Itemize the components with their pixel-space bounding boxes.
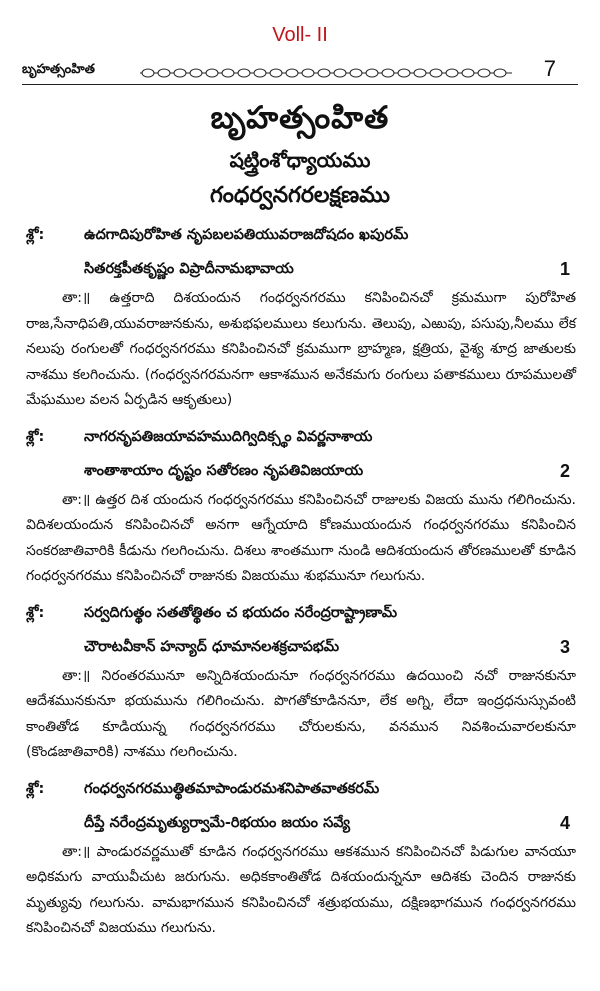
verse-line: సర్వదిగుత్థం సతతోత్థితం చ భయదం నరేంద్రరాష్ట్రాణామ్ [84,604,398,621]
ornament-link-icon [446,69,458,77]
verse-number: 3 [559,636,570,657]
commentary-3: తా:॥ నిరంతరమునూ అన్నిదిశయందునూ గంధర్వనగరము ఉదయించి నచో రాజునకునూ ఆదేశమునకునూ భయమును గలిగించును. పొగతోకూడిననూ, లేక అగ్ని, లేదా ఇంద్రధనుస్సువంటి కాంతితోడ కూడియున్న గంధర్వనగరము చోరులకును, వనమున నివశించువారలకునూ (కొండజాతివారికి) నాశము గలగించును. [26,667,576,760]
ornament-link-icon [430,69,442,77]
chapter-title: షట్త్రింశోధ్యాయము [229,148,371,172]
verse-1 [26,218,576,286]
topic-title: గంధర్వనగరలక్షణము [209,183,391,208]
commentary-4: తా:॥ పాండురవర్ణముతో కూడిన గంధర్వనగరము ఆకశమున కనిపించినచో పిడుగుల వానయూ అధికమగు వాయువీచుట జరుగును. అధికకాంతితోడ దిశయందున్ననూ ఆదిశకు చెందిన రాజునకు మృత్యువు గలుగును. వామభాగమున కనిపించినచో శత్రుభయము, దక్షిణభాగమున గంధర్వనగరము కనిపించినచో విజయము గలుగును. [26,843,576,936]
ornament-link-icon [286,69,298,77]
ornament-link-icon [238,69,250,77]
ornament-border-icon [140,66,512,80]
commentary-2: తా:॥ ఉత్తర దిశ యందున గంధర్వనగరము కనిపించినచో రాజులకు విజయ మును గలిగించును. విదిశలయందున కనిపించినచో అనగా ఆగ్నేయాది కోణముయందున గంధర్వనగరము కనిపించిన సంకరజాతివారికి కీడును గలగించును. దిశలు శాంతముగా నుండి ఆదిశయందున తోరణములతో కూడిన గంధర్వనగరము కనిపించినచో రాజునకు విజయము శుభమునూ గలుగును. [26,491,576,584]
verse-line: గంధర్వనగరముత్థితమాపాండురమశనిపాతవాతకరమ్ [84,780,380,797]
verse-label: శ్లో: [26,227,45,243]
commentary-1: తా:॥ ఉత్తరాది దిశయందున గంధర్వనగరము కనిపించినచో క్రమముగా పురోహిత రాజ,సేనాధిపతి,యువరాజునకును, అశుభఫలములు కలుగును. తెలుపు, ఎఱుపు, పసుపు,నీలము లేక నలుపు రంగులతో గంధర్వనగరము కనిపించినచో క్రమముగా బ్రాహ్మణ, క్షత్రియ, వైశ్య శూద్ర జాతులకు నాశము కలగించును. (గంధర్వనగరమనగా ఆకాశమున అనేకమగు రంగులు పతాకములు రూపములతో మేఘముల వలన ఏర్పడిన ఆకృతులు) [26,290,576,408]
verse-2 [26,420,576,488]
ornament-link-icon [206,69,218,77]
ornament-link-icon [190,69,202,77]
header-rule [22,84,578,85]
verse-label: శ్లో: [26,604,45,621]
verse-4 [26,772,576,840]
verse-label: శ్లో: [26,780,45,797]
ornament-link-icon [302,69,314,77]
ornament-link-icon [142,69,154,77]
running-header [22,56,578,90]
ornament-link-icon [334,69,346,77]
ornament-link-icon [382,69,394,77]
page-body [26,218,576,948]
verse-line: శాంతాశాయాం దృష్టం సతోరణం నృపతివిజయాయ [84,462,364,479]
verse-line: సితరక్తపీతకృష్ణం విప్రాదీనామభావాయ [84,261,294,277]
ornament-link-icon [158,69,170,77]
verse-number: 4 [559,812,570,833]
book-title: బృహత్సంహిత [210,100,390,136]
verse-label: శ్లో: [26,428,45,445]
volume-label: Voll- II [272,24,328,46]
ornament-link-icon [414,69,426,77]
verse-line: చౌరాటవీకాన్ హన్యాద్ ధూమానలశక్రచాపభమ్ [84,638,340,655]
verse-3 [26,596,576,664]
ornament-link-icon [366,69,378,77]
verse-line: నాగరనృపతిజయావహముదిగ్విదిక్స్థం వివర్ణనాశాయ [84,428,373,445]
verse-line: దీప్తే నరేంద్రమృత్యుర్వామే-రిభయం జయం సవ్యే [84,814,351,831]
verse-number: 2 [559,460,570,481]
ornament-link-icon [318,69,330,77]
verse-number: 1 [559,259,570,279]
ornament-link-icon [350,69,362,77]
verse-line: ఉదగాదిపురోహిత నృపబలపతియువరాజదోషదం ఖపురమ్ [84,227,409,243]
ornament-link-icon [222,69,234,77]
ornament-link-icon [478,69,490,77]
ornament-link-icon [174,69,186,77]
page-number: 7 [543,56,556,81]
ornament-link-icon [270,69,282,77]
ornament-link-icon [398,69,410,77]
ornament-link-icon [494,69,506,77]
ornament-link-icon [254,69,266,77]
ornament-link-icon [462,69,474,77]
running-title: బృహత్సంహిత [22,62,95,77]
